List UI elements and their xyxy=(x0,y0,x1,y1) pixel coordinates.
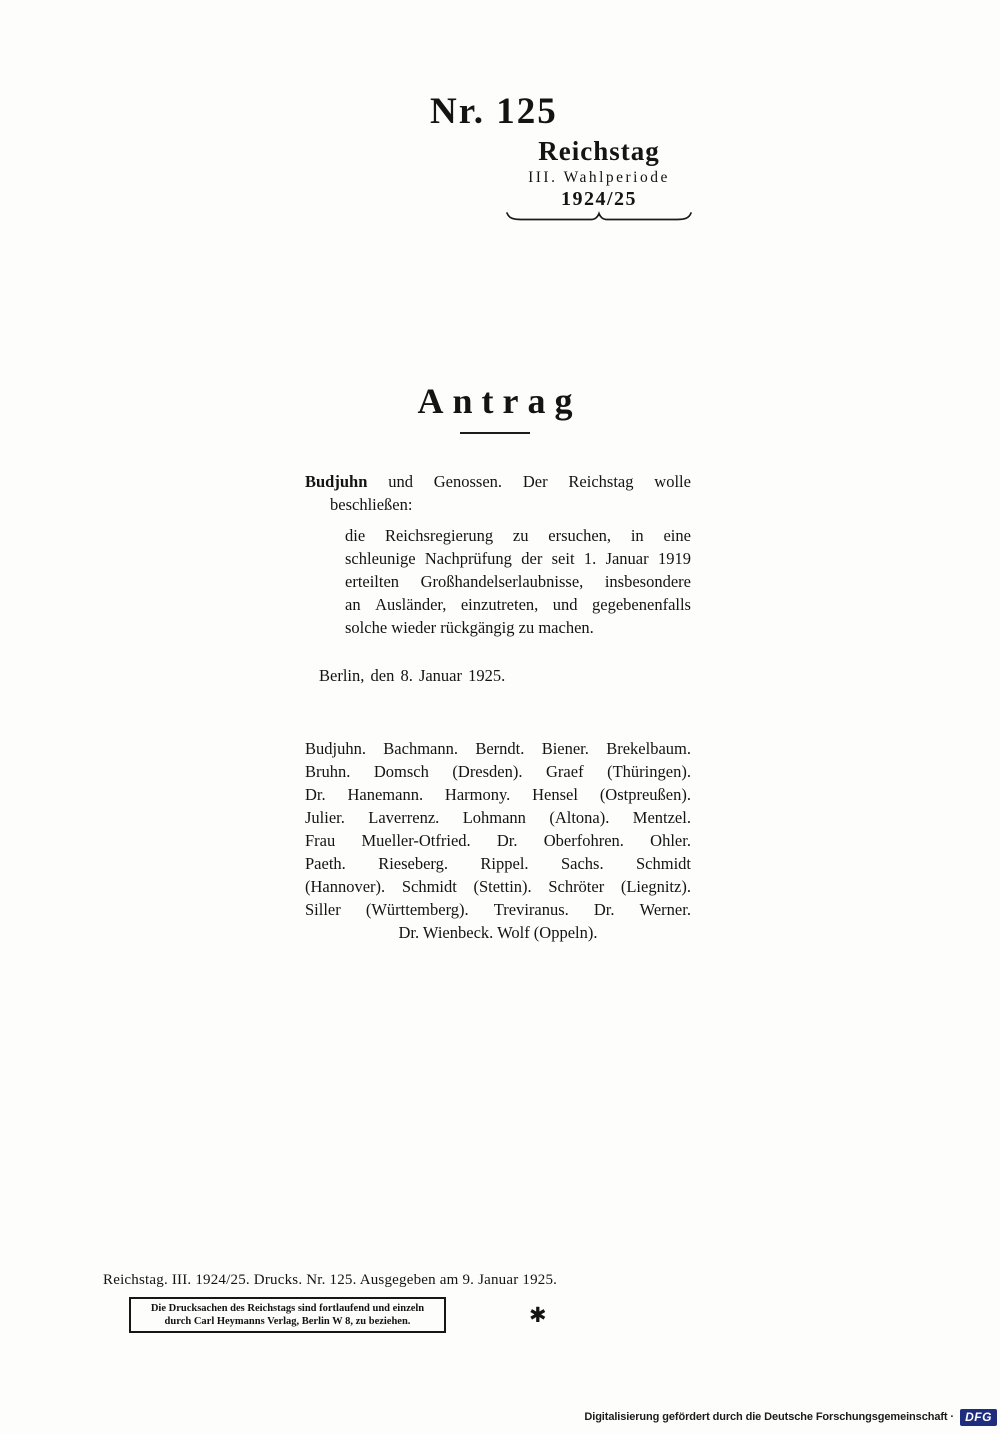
session-years: 1924/25 xyxy=(560,188,638,210)
document-number: Nr. 125 xyxy=(430,91,558,132)
title-underline xyxy=(460,432,530,434)
years-underline-flourish xyxy=(505,210,693,224)
digitization-credit-line xyxy=(584,1407,997,1427)
dfg-logo-badge: DFG xyxy=(960,1409,997,1426)
imprint-line: Reichstag. III. 1924/25. Drucks. Nr. 125. Ausgegeben am 9. Januar 1925. xyxy=(103,1272,558,1288)
dateline: Berlin, den 8. Januar 1925. xyxy=(319,666,506,685)
document-title-block xyxy=(385,380,605,434)
document-header xyxy=(503,136,695,224)
election-period: III. Wahlperiode xyxy=(528,169,670,186)
institution-name: Reichstag xyxy=(538,136,660,166)
distribution-note-box: Die Drucksachen des Reichstags sind fortlaufend und einzeln durch Carl Heymanns Verlag, Berlin W 8, zu beziehen. xyxy=(129,1297,446,1333)
motion-request-paragraph: die Reichsregierung zu ersuchen, in eine schleunige Nachprüfung der seit 1. Januar 1919 erteilten Großhandelserlaubnisse, insbesondere an Ausländer, einzutreten, und gegebenenfalls solche wieder rückgängig zu machen. xyxy=(345,526,691,637)
digitization-credit-text: Digitalisierung gefördert durch die Deutsche Forschungsgemeinschaft · xyxy=(584,1411,954,1423)
signatories-list: Budjuhn. Bachmann. Berndt. Biener. Brekelbaum. Bruhn. Domsch (Dresden). Graef (Thüringen). Dr. Hanemann. Harmony. Hensel (Ostpreußen). Julier. Laverrenz. Lohmann (Altona). Mentzel. Frau Mueller-Otfried. Dr. Oberfohren. Ohler. Paeth. Rieseberg. Rippel. Sachs. Schmidt (Hannover). Schmidt (Stettin). Schröter (Liegnitz). Siller (Württemberg). Treviranus. Dr. Werner. Dr. Wienbeck. Wolf (Oppeln). xyxy=(305,739,691,942)
asterisk-mark: ✱ xyxy=(529,1303,547,1327)
document-title: Antrag xyxy=(417,381,582,421)
motion-opening-paragraph: Budjuhn und Genossen. Der Reichstag wolle beschließen: xyxy=(305,472,691,514)
